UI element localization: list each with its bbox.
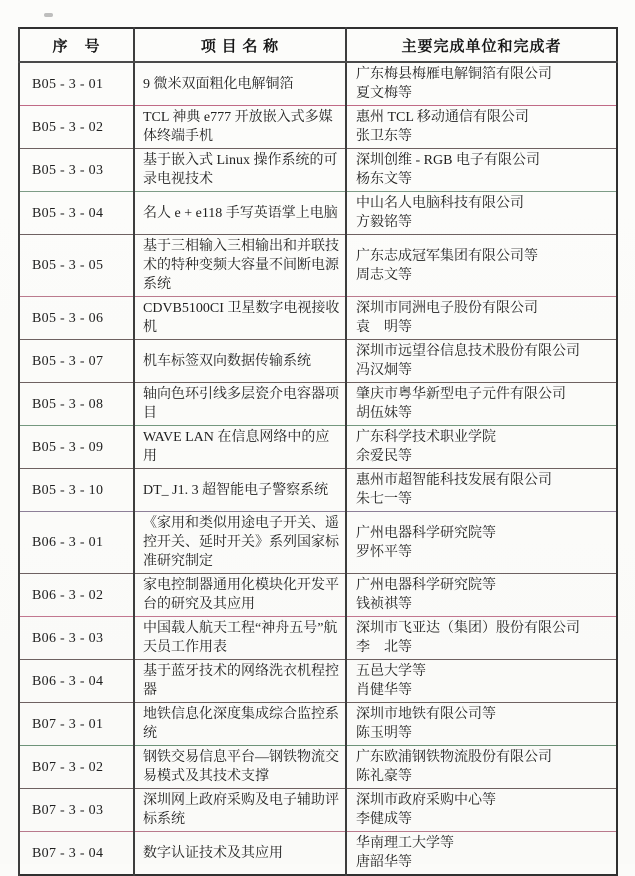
completers-cell	[346, 789, 617, 832]
completing-person-text: 杨东文等	[356, 172, 412, 187]
table-row	[19, 426, 617, 469]
table-row	[19, 62, 617, 106]
serial-number-cell: B07 - 3 - 02	[19, 746, 134, 789]
project-name-cell: 钢铁交易信息平台—钢铁物流交易模式及其技术支撑	[134, 746, 346, 789]
completing-unit-text: 广东志成冠军集团有限公司等	[356, 248, 538, 264]
completing-person-text: 胡伍妹等	[356, 406, 412, 421]
completers-cell	[346, 660, 617, 703]
serial-number-cell: B05 - 3 - 06	[19, 297, 134, 340]
completers-cell	[346, 297, 617, 340]
project-name-cell: 《家用和类似用途电子开关、遥控开关、延时开关》系列国家标准研究制定	[134, 512, 346, 574]
completing-unit-text: 深圳市远望谷信息技术股份有限公司	[356, 344, 580, 359]
project-name-cell: CDVB5100CI 卫星数字电视接收机	[134, 297, 346, 340]
completing-person-text: 陈礼豪等	[356, 769, 412, 784]
table-row	[19, 746, 617, 789]
table-row	[19, 383, 617, 426]
completers-cell	[346, 832, 617, 876]
table-row	[19, 512, 617, 574]
project-name-cell: 数字认证技术及其应用	[134, 832, 346, 876]
header-serial-number: 序 号	[19, 28, 134, 62]
serial-number-cell: B05 - 3 - 07	[19, 340, 134, 383]
scan-artifact-speck	[44, 13, 53, 17]
completing-unit-text: 广州电器科学研究院等	[356, 578, 496, 593]
serial-number-cell: B06 - 3 - 04	[19, 660, 134, 703]
table-row	[19, 789, 617, 832]
header-row	[19, 28, 617, 62]
completing-person-text: 李 北等	[356, 640, 412, 655]
completing-unit-text: 广东欧浦钢铁物流股份有限公司	[356, 750, 552, 765]
serial-number-cell: B06 - 3 - 03	[19, 617, 134, 660]
table-row	[19, 149, 617, 192]
completing-unit-text: 深圳市政府采购中心等	[356, 793, 496, 808]
completing-person-text: 朱七一等	[356, 492, 412, 507]
serial-number-cell: B05 - 3 - 04	[19, 192, 134, 235]
completing-person-text: 陈玉明等	[356, 726, 412, 741]
project-name-cell: 基于嵌入式 Linux 操作系统的可录电视技术	[134, 149, 346, 192]
table-row	[19, 235, 617, 297]
completing-person-text: 方毅铭等	[356, 215, 412, 230]
completers-cell	[346, 426, 617, 469]
completing-unit-text: 肇庆市粤华新型电子元件有限公司	[356, 387, 566, 402]
table-row	[19, 469, 617, 512]
completing-person-text: 李健成等	[356, 812, 412, 827]
project-name-cell: DT_ J1. 3 超智能电子警察系统	[134, 469, 346, 512]
completing-person-text: 唐韶华等	[356, 855, 412, 870]
completers-cell	[346, 574, 617, 617]
completing-person-text: 张卫东等	[356, 129, 412, 144]
serial-number-cell: B07 - 3 - 03	[19, 789, 134, 832]
project-name-cell: 轴向色环引线多层瓷介电容器项目	[134, 383, 346, 426]
table-row	[19, 340, 617, 383]
serial-number-cell: B05 - 3 - 08	[19, 383, 134, 426]
completers-cell	[346, 340, 617, 383]
completers-cell	[346, 617, 617, 660]
completers-cell	[346, 192, 617, 235]
table-body	[19, 62, 617, 875]
completing-person-text: 夏文梅等	[356, 86, 412, 101]
completing-person-text: 余爱民等	[356, 449, 412, 464]
serial-number-cell: B05 - 3 - 03	[19, 149, 134, 192]
completing-unit-text: 五邑大学等	[356, 664, 426, 679]
awards-table	[18, 27, 618, 876]
project-name-cell: 9 微米双面粗化电解铜箔	[134, 62, 346, 106]
project-name-cell: 基于三相输入三相输出和并联技术的特种变频大容量不间断电源系统	[134, 235, 346, 297]
project-name-cell: WAVE LAN 在信息网络中的应用	[134, 426, 346, 469]
table-row	[19, 297, 617, 340]
completing-unit-text: 广东梅县梅雁电解铜箔有限公司	[356, 67, 552, 82]
serial-number-cell: B06 - 3 - 02	[19, 574, 134, 617]
project-name-cell: 名人 e + e118 手写英语掌上电脑	[134, 192, 346, 235]
table-header	[19, 28, 617, 62]
table-row	[19, 703, 617, 746]
completing-person-text: 肖健华等	[356, 683, 412, 698]
project-name-cell: 深圳网上政府采购及电子辅助评标系统	[134, 789, 346, 832]
completers-cell	[346, 512, 617, 574]
project-name-cell: 机车标签双向数据传输系统	[134, 340, 346, 383]
project-name-cell: TCL 神典 e777 开放嵌入式多媒体终端手机	[134, 106, 346, 149]
completing-unit-text: 中山名人电脑科技有限公司	[356, 196, 524, 211]
completers-cell	[346, 106, 617, 149]
completing-unit-text: 华南理工大学等	[356, 836, 454, 851]
completing-unit-text: 深圳市飞亚达（集团）股份有限公司	[356, 621, 580, 636]
table-row	[19, 106, 617, 149]
completing-person-text: 冯汉炯等	[356, 363, 412, 378]
header-completers: 主要完成单位和完成者	[346, 28, 617, 62]
completing-person-text: 钱祯祺等	[356, 597, 412, 612]
table-row	[19, 617, 617, 660]
completing-unit-text: 深圳创维 - RGB 电子有限公司	[356, 153, 540, 168]
completing-person-text: 袁 明等	[356, 320, 412, 335]
completing-person-text: 周志文等	[356, 267, 412, 283]
serial-number-cell: B05 - 3 - 09	[19, 426, 134, 469]
completing-unit-text: 深圳市地铁有限公司等	[356, 707, 496, 722]
table-row	[19, 192, 617, 235]
header-project-name: 项 目 名 称	[134, 28, 346, 62]
table-row	[19, 660, 617, 703]
completing-person-text: 罗怀平等	[356, 544, 412, 560]
completers-cell	[346, 62, 617, 106]
completing-unit-text: 深圳市同洲电子股份有限公司	[356, 301, 538, 316]
project-name-cell: 地铁信息化深度集成综合监控系统	[134, 703, 346, 746]
serial-number-cell: B05 - 3 - 02	[19, 106, 134, 149]
completers-cell	[346, 235, 617, 297]
serial-number-cell: B07 - 3 - 01	[19, 703, 134, 746]
serial-number-cell: B06 - 3 - 01	[19, 512, 134, 574]
serial-number-cell: B05 - 3 - 05	[19, 235, 134, 297]
completing-unit-text: 广东科学技术职业学院	[356, 430, 496, 445]
serial-number-cell: B07 - 3 - 04	[19, 832, 134, 876]
project-name-cell: 中国载人航天工程“神舟五号”航天员工作用表	[134, 617, 346, 660]
completers-cell	[346, 149, 617, 192]
completing-unit-text: 惠州 TCL 移动通信有限公司	[356, 110, 529, 125]
serial-number-cell: B05 - 3 - 01	[19, 62, 134, 106]
completers-cell	[346, 469, 617, 512]
completing-unit-text: 广州电器科学研究院等	[356, 525, 496, 541]
project-name-cell: 基于蓝牙技术的网络洗衣机程控器	[134, 660, 346, 703]
table-row	[19, 574, 617, 617]
project-name-cell: 家电控制器通用化模块化开发平台的研究及其应用	[134, 574, 346, 617]
completers-cell	[346, 746, 617, 789]
completers-cell	[346, 383, 617, 426]
completers-cell	[346, 703, 617, 746]
serial-number-cell: B05 - 3 - 10	[19, 469, 134, 512]
table-row	[19, 832, 617, 876]
completing-unit-text: 惠州市超智能科技发展有限公司	[356, 473, 552, 488]
